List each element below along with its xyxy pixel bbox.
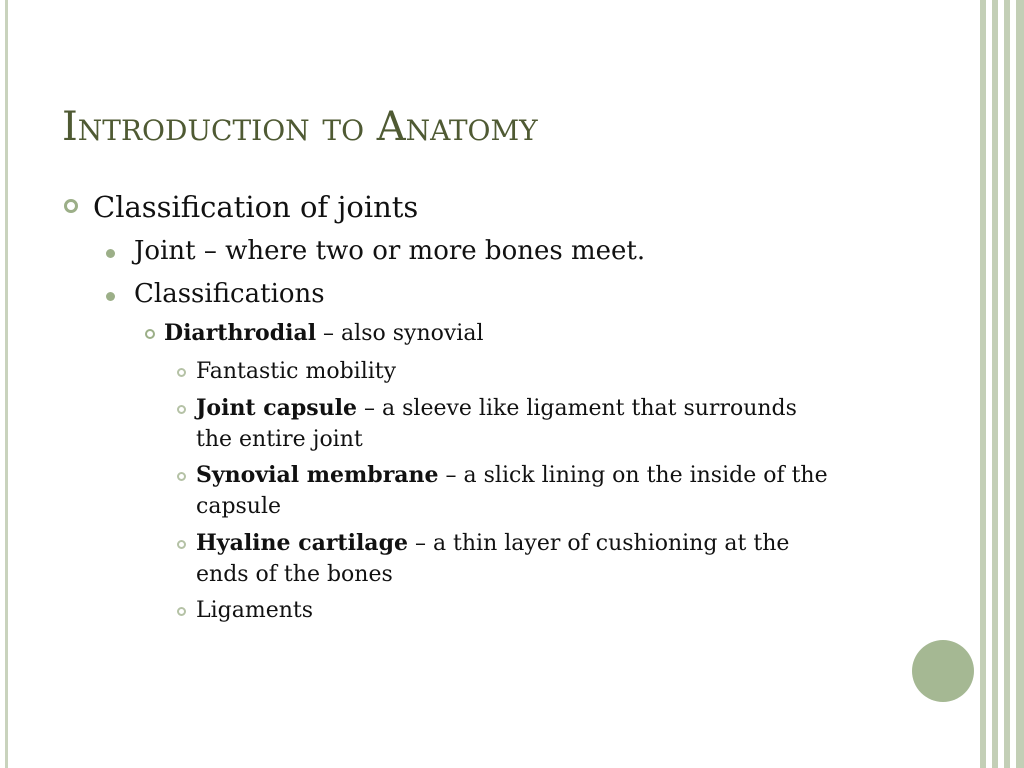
- term-description: – a sleeve like ligament that surrounds: [357, 396, 797, 421]
- term-description-continued: ends of the bones: [196, 562, 393, 587]
- term-description-continued: the entire joint: [196, 427, 363, 452]
- bullet-ring-icon: [177, 540, 186, 549]
- decorative-circle: [912, 640, 974, 702]
- term-bold: Synovial membrane: [196, 462, 439, 488]
- term-description: – a slick lining on the inside of the: [438, 463, 828, 488]
- bullet-level1: Classification of joints: [93, 190, 419, 224]
- bullet-level4: [196, 595, 313, 626]
- bullet-ring-icon: [177, 368, 186, 377]
- term-bold: Diarthrodial: [164, 320, 317, 346]
- bullet-level4: [196, 460, 828, 522]
- term-description: – a thin layer of cushioning at the: [407, 531, 790, 556]
- bullet-ring-icon: [145, 329, 155, 339]
- bullet-dot-icon: [106, 292, 115, 301]
- bullet-ring-icon: [177, 472, 186, 481]
- term-description: – also synovial: [316, 321, 484, 346]
- bullet-ring-icon: [177, 405, 186, 414]
- left-border-line: [5, 0, 8, 768]
- item-text: Fantastic mobility: [196, 359, 397, 384]
- bullet-ring-icon: [177, 607, 186, 616]
- right-decorative-stripes: [976, 0, 1024, 768]
- bullet-level3: [164, 320, 483, 346]
- bullet-level2: Classifications: [134, 279, 325, 309]
- term-bold: Hyaline cartilage: [196, 530, 408, 556]
- term-bold: Joint capsule: [196, 395, 358, 421]
- bullet-ring-icon: [64, 199, 78, 213]
- bullet-dot-icon: [106, 249, 115, 258]
- bullet-level4: [196, 356, 396, 387]
- item-text: Ligaments: [196, 598, 314, 623]
- slide-title: Introduction to Anatomy: [62, 104, 538, 150]
- bullet-level2: Joint – where two or more bones meet.: [134, 236, 646, 266]
- bullet-level4: [196, 393, 797, 455]
- term-description-continued: capsule: [196, 494, 282, 519]
- bullet-level4: [196, 528, 789, 590]
